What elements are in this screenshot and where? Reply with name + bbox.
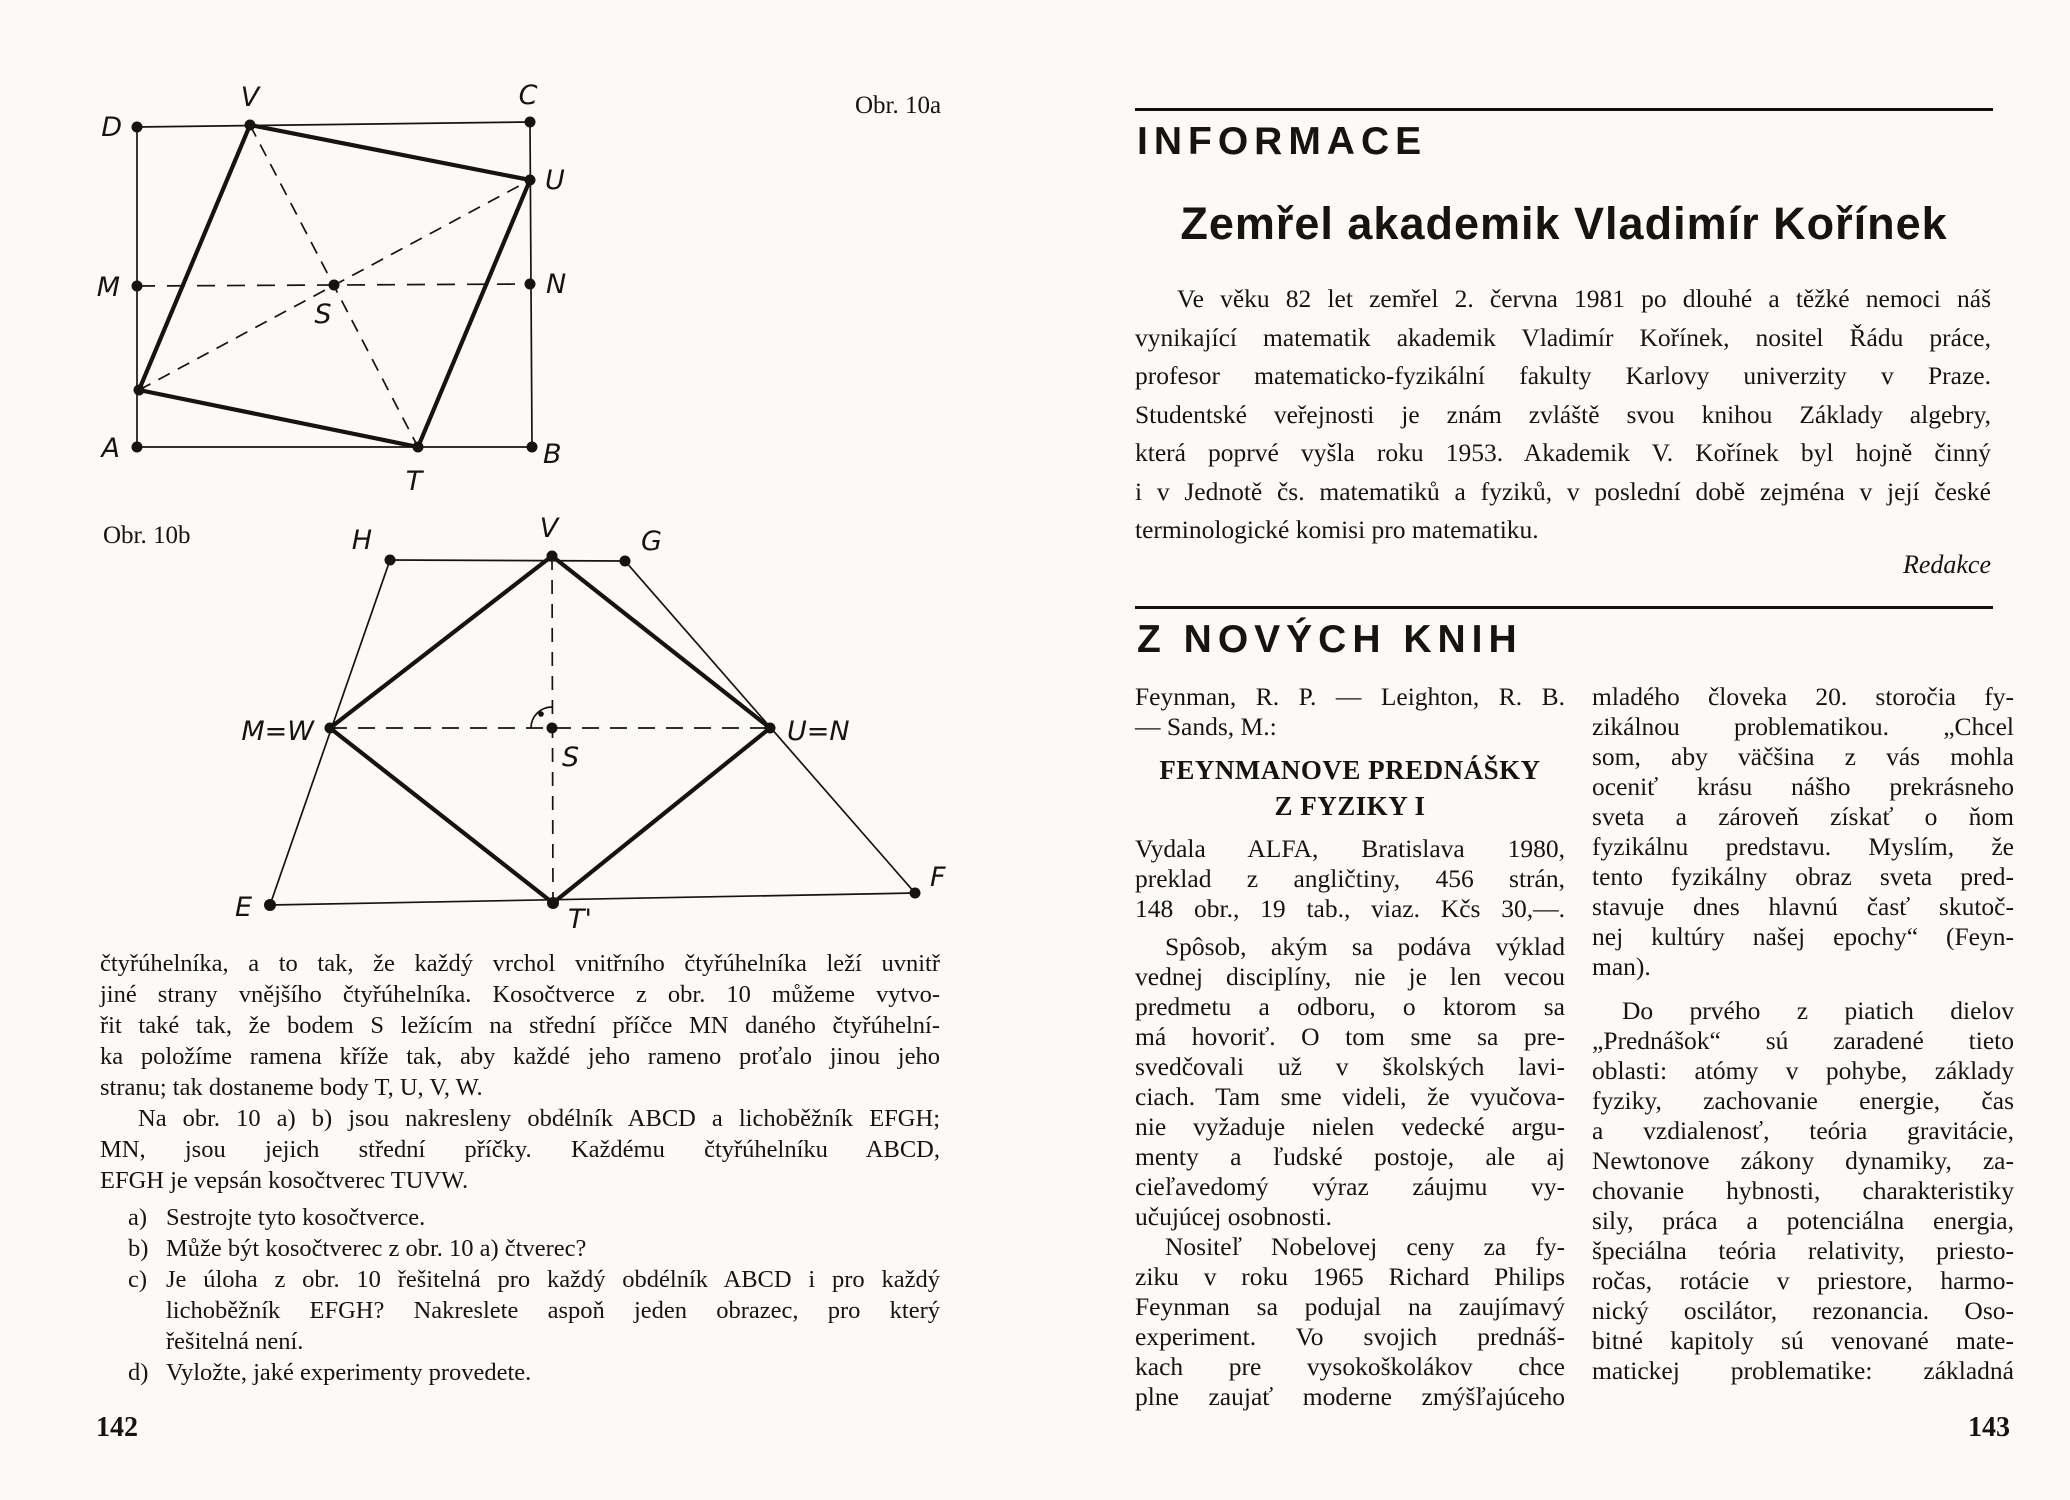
point-label-un: U=N	[787, 716, 850, 747]
point-label-n: N	[546, 269, 567, 300]
list-item-marker: b)	[128, 1235, 149, 1262]
text-line: nie vyžaduje nielen vedecké argu-	[1135, 1112, 1565, 1141]
section-heading-informace: INFORMACE	[1137, 120, 1428, 163]
point-s	[547, 723, 558, 734]
list-item-marker: c)	[128, 1266, 148, 1293]
point-v	[245, 120, 256, 131]
point-a	[132, 442, 143, 453]
text-line: která poprvé vyšla roku 1953. Akademik V. Kořínek byl hojně činný	[1135, 438, 1991, 467]
text-line: „Prednášok“ sú zaradené tieto	[1592, 1026, 2014, 1055]
text-line: ročas, rotácie v priestore, harmo-	[1592, 1266, 2014, 1295]
point-c	[525, 117, 536, 128]
text-line: nický oscilátor, rezonancia. Oso-	[1592, 1296, 2014, 1325]
text-line: Spôsob, akým sa podáva výklad	[1165, 932, 1565, 961]
figure-10b-caption: Obr. 10b	[103, 522, 191, 549]
text-line: Vyložte, jaké experimenty provedete.	[166, 1359, 532, 1386]
section-heading-new-books: Z NOVÝCH KNIH	[1137, 618, 1523, 661]
text-line: man).	[1592, 952, 1651, 981]
text-line: Je úloha z obr. 10 řešitelná pro každý obdélník ABCD i pro každý	[166, 1266, 940, 1293]
text-line: preklad z angličtiny, 456 strán,	[1135, 864, 1565, 893]
point-label-t-prime: T'	[568, 904, 592, 935]
list-item	[100, 1202, 940, 1233]
review-authors	[1135, 682, 1565, 742]
text-line: Sestrojte tyto kosočtverce.	[166, 1204, 426, 1231]
text-line: lichoběžník EFGH? Nakreslete aspoň jeden obrazec, pro který	[166, 1297, 940, 1324]
text-line: mladého človeka 20. storočia fy-	[1592, 682, 2014, 711]
exercise-list	[100, 1202, 940, 1388]
text-line: vynikající matematik akademik Vladimír Kořínek, nositel Řádu práce,	[1135, 322, 1991, 352]
text-line: nej kultúry našej epochy“ (Feyn-	[1592, 922, 2014, 951]
review-imprint	[1135, 834, 1565, 924]
text-line: zikálnou problematikou. „Chcel	[1592, 712, 2014, 741]
point-label-b: B	[543, 439, 562, 470]
point-v	[547, 551, 558, 562]
text-line: menty a ľudské postoje, ale aj	[1135, 1142, 1565, 1171]
point-label-e: E	[234, 892, 252, 923]
text-line: svedčovali už v školských lavi-	[1135, 1052, 1565, 1081]
list-item	[100, 1357, 940, 1388]
text-line: chovanie hybnosti, charakteristiky	[1592, 1176, 2014, 1205]
point-t-prime	[547, 897, 559, 909]
point-u	[525, 175, 536, 186]
text-line: FEYNMANOVE PREDNÁŠKY	[1159, 755, 1541, 785]
text-line: oblasti: atómy v pohybe, základy	[1592, 1056, 2014, 1085]
paragraph	[1135, 932, 1565, 1232]
section-rule-new-books	[1135, 606, 1993, 609]
point-label-s: S	[314, 299, 332, 330]
text-line: Z FYZIKY I	[1274, 791, 1426, 821]
text-line: ka položíme ramena kříže tak, aby každé jeho rameno proťalo jinou jeho	[100, 1043, 940, 1070]
point-label-h: H	[351, 525, 372, 556]
point-label-u: U	[545, 165, 565, 196]
list-item	[100, 1264, 940, 1357]
review-column-right	[1592, 682, 2014, 1386]
point-label-v: V	[539, 514, 559, 544]
text-line: a vzdialenosť, teória gravitácie,	[1592, 1116, 2014, 1145]
list-item-marker: d)	[128, 1359, 149, 1386]
point-s	[329, 280, 340, 291]
text-line: Na obr. 10 a) b) jsou nakresleny obdélník ABCD a lichoběžník EFGH;	[138, 1105, 940, 1132]
text-line: oceniť krásu nášho prekrásneho	[1592, 772, 2014, 801]
text-line: bitné kapitoly sú venované mate-	[1592, 1326, 2014, 1355]
text-line: sveta a zároveň získať o ňom	[1592, 802, 2014, 831]
figure-10a	[78, 66, 588, 511]
text-line: Do prvého z piatich dielov	[1622, 996, 2014, 1025]
list-item	[100, 1233, 940, 1264]
point-label-a: A	[101, 433, 120, 464]
point-e	[264, 899, 276, 911]
text-line: má hovoriť. O tom sme sa pre-	[1135, 1022, 1565, 1051]
point-f	[910, 888, 921, 899]
review-text-right	[1592, 682, 2014, 1386]
point-n	[525, 279, 536, 290]
edge-dc	[137, 122, 530, 127]
page-number-left: 142	[96, 1412, 138, 1443]
text-line: špeciálna teória relativity, priesto-	[1592, 1236, 2014, 1265]
point-m	[132, 281, 143, 292]
paragraph	[1135, 1232, 1565, 1412]
text-line: vednej disciplíny, nie je len vecou	[1135, 962, 1565, 991]
text-line: Feynman sa podujal na zaujímavý	[1135, 1292, 1565, 1321]
section-rule-informace	[1135, 108, 1993, 111]
point-t	[413, 442, 424, 453]
paragraph	[1592, 996, 2014, 1386]
right-angle-dot	[538, 711, 544, 717]
text-line: MN, jsou jejich střední příčky. Každému čtyřúhelníku ABCD,	[100, 1136, 940, 1163]
point-w	[134, 385, 145, 396]
point-label-s: S	[562, 742, 580, 773]
text-line: profesor matematicko-fyzikální fakulty Karlovy univerzity v Praze.	[1135, 361, 1991, 390]
point-label-t: T	[405, 466, 423, 497]
left-page-body	[100, 948, 940, 1196]
text-line: čtyřúhelníka, a to tak, že každý vrchol vnitřního čtyřúhelníka leží uvnitř	[100, 950, 940, 977]
point-label-d: D	[101, 112, 122, 143]
text-line: Newtonove zákony dynamiky, za-	[1592, 1146, 2014, 1175]
text-line: jiné strany vnějšího čtyřúhelníka. Kosočtverce z obr. 10 můžeme vytvo-	[100, 981, 940, 1008]
point-label-mw: M=W	[241, 716, 314, 747]
text-line: kach pre vysokoškolákov chce	[1135, 1352, 1565, 1381]
text-line: sily, práca a potenciálna energia,	[1592, 1206, 2014, 1235]
text-line: som, aby väčšina z vás mohla	[1592, 742, 2014, 771]
text-line: Feynman, R. P. — Leighton, R. B.	[1135, 682, 1565, 711]
text-line: fyzikálnu predstavu. Myslím, že	[1592, 832, 2014, 861]
text-line: i v Jednotě čs. matematiků a fyziků, v poslední době zejména v její české	[1135, 476, 1991, 506]
text-line: Vydala ALFA, Bratislava 1980,	[1135, 834, 1565, 863]
text-line: experiment. Vo svojich prednáš-	[1135, 1322, 1565, 1351]
text-line: ciach. Tam sme videli, že vyučova-	[1135, 1082, 1565, 1111]
list-item-body	[166, 1264, 940, 1357]
text-line: matickej problematike: základná	[1592, 1356, 2014, 1385]
text-line: plne zaujať moderne zmýšľajúceho	[1135, 1382, 1565, 1411]
point-mw	[325, 723, 336, 734]
text-line: Může být kosočtverec z obr. 10 a) čtverec?	[166, 1235, 587, 1262]
obituary-paragraph	[1135, 280, 1991, 550]
text-line: terminologické komisi pro matematiku.	[1135, 515, 1539, 544]
figure-10a-caption: Obr. 10a	[855, 92, 942, 119]
point-g	[620, 556, 631, 567]
point-label-v: V	[240, 82, 260, 113]
paragraph	[1135, 834, 1565, 924]
text-line: EFGH je vepsán kosočtverec TUVW.	[100, 1167, 469, 1194]
text-line: řešitelná není.	[166, 1328, 304, 1355]
text-line: Ve věku 82 let zemřel 2. června 1981 po dlouhé a těžké nemoci náš	[1177, 284, 1991, 313]
point-label-g: G	[641, 526, 662, 557]
point-h	[385, 555, 396, 566]
paragraph	[1135, 682, 1565, 742]
review-column-left	[1135, 682, 1565, 1412]
text-line: Studentské veřejnosti je znám zvláště svou knihou Základy algebry,	[1135, 399, 1991, 429]
paragraph	[1135, 280, 1991, 550]
paragraph	[1592, 682, 2014, 982]
figure-10b	[232, 514, 962, 954]
text-line: predmetu a odboru, o ktorom sa	[1135, 992, 1565, 1021]
text-line: 148 obr., 19 tab., viaz. Kčs 30,—.	[1135, 894, 1565, 923]
text-line: tento fyzikálny obraz sveta pred-	[1592, 862, 2014, 891]
point-b	[527, 442, 538, 453]
paragraph	[100, 1103, 940, 1196]
list-item-body	[166, 1233, 940, 1264]
point-label-m: M	[96, 272, 120, 303]
text-line: učujúcej osobnosti.	[1135, 1202, 1332, 1231]
review-title	[1135, 752, 1565, 824]
text-line: fyziky, zachovanie energie, čas	[1592, 1086, 2014, 1115]
page-number-right: 143	[1968, 1412, 2010, 1443]
point-label-f: F	[930, 862, 946, 893]
text-line: — Sands, M.:	[1135, 712, 1277, 741]
list-item-body	[166, 1357, 940, 1388]
point-un	[765, 723, 776, 734]
text-line: Nositeľ Nobelovej ceny za fy-	[1165, 1232, 1565, 1261]
obituary-signature: Redakce	[1902, 550, 1991, 579]
list-item-body	[166, 1202, 940, 1233]
text-line: řit také tak, že bodem S ležícím na střední příčce MN daného čtyřúhelní-	[100, 1012, 940, 1039]
text-line: stavuje dnes hlavnú časť skutoč-	[1592, 892, 2014, 921]
review-text-left	[1135, 932, 1565, 1412]
point-label-c: C	[518, 80, 538, 111]
edge-ef	[270, 893, 915, 905]
article-title: Zemřel akademik Vladimír Kořínek	[1180, 198, 1948, 249]
point-d	[132, 122, 143, 133]
edge-hg	[390, 560, 625, 561]
text-line: stranu; tak dostaneme body T, U, V, W.	[100, 1074, 483, 1101]
paragraph	[100, 948, 940, 1103]
text-line: cieľavedomý výraz záujmu vy-	[1135, 1172, 1565, 1201]
text-line: ziku v roku 1965 Richard Philips	[1135, 1262, 1565, 1291]
list-item-marker: a)	[128, 1204, 148, 1231]
